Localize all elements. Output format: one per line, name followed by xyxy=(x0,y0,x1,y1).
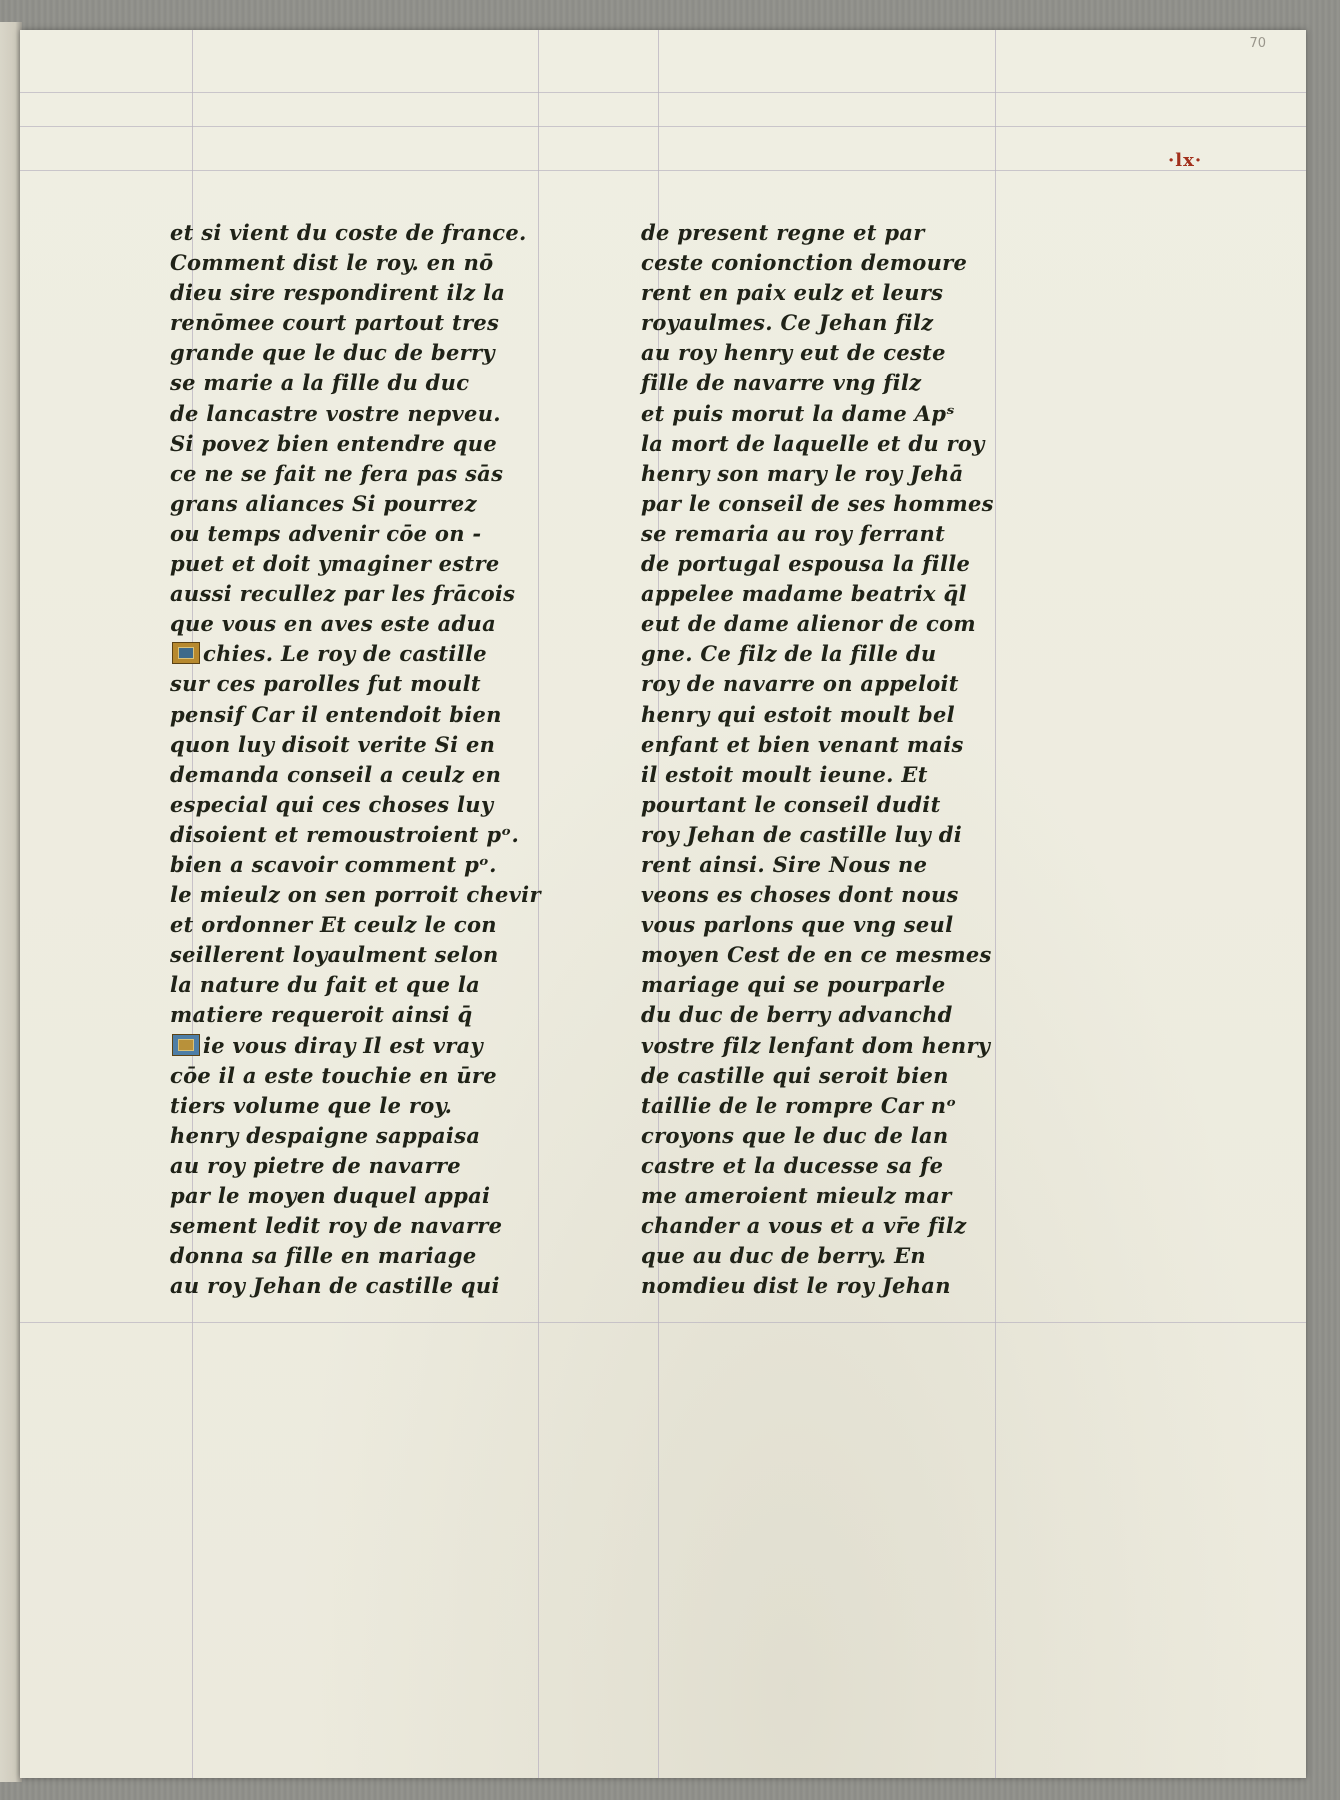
text-line: royaulmes. Ce Jehan filz xyxy=(641,310,934,336)
text-line-with-initial xyxy=(170,1031,590,1061)
text-line: se remaria au roy ferrant xyxy=(641,520,946,546)
text-line: bien a scavoir comment pᵒ. xyxy=(170,851,497,877)
decorated-initial-blue xyxy=(172,1034,200,1056)
text-line: taillie de le rompre Car nᵒ xyxy=(641,1092,957,1118)
text-line: disoient et remoustroient pᵒ. xyxy=(170,821,520,847)
text-line: demanda conseil a ceulz en xyxy=(170,761,502,787)
text-line: nomdieu dist le roy Jehan xyxy=(641,1273,951,1299)
text-line: il estoit moult ieune. Et xyxy=(641,761,928,787)
text-line: aussi recullez par les frācois xyxy=(170,581,516,607)
text-line: sement ledit roy de navarre xyxy=(170,1213,503,1239)
text-line: henry qui estoit moult bel xyxy=(641,701,955,727)
text-line: matiere requeroit ainsi q̄ xyxy=(170,1002,473,1028)
left-text-column xyxy=(170,218,590,1301)
right-text-column xyxy=(641,218,1061,1301)
text-line: de castille qui seroit bien xyxy=(641,1062,949,1088)
text-line: grans aliances Si pourrez xyxy=(170,490,477,516)
text-line: croyons que le duc de lan xyxy=(641,1122,949,1148)
text-line: pourtant le conseil dudit xyxy=(641,791,941,817)
text-line: mariage qui se pourparle xyxy=(641,972,946,998)
text-line: la nature du fait et que la xyxy=(170,972,481,998)
text-line: cōe il a este touchie en ūre xyxy=(170,1062,497,1088)
text-line: enfant et bien venant mais xyxy=(641,731,964,757)
chapter-numeral: ·lx· xyxy=(1168,150,1203,171)
text-line: par le conseil de ses hommes xyxy=(641,490,994,516)
text-line: eut de dame alienor de com xyxy=(641,611,976,637)
text-line: moyen Cest de en ce mesmes xyxy=(641,942,992,968)
folio-number: 70 xyxy=(1249,36,1266,51)
text-line: vostre filz lenfant dom henry xyxy=(641,1032,991,1058)
text-line: henry despaigne sappaisa xyxy=(170,1122,481,1148)
text-line: donna sa fille en mariage xyxy=(170,1243,477,1269)
text-line: rent en paix eulz et leurs xyxy=(641,280,944,306)
text-line: de lancastre vostre nepveu. xyxy=(170,400,501,426)
text-line: Si povez bien entendre que xyxy=(170,430,498,456)
text-line: ceste conionction demoure xyxy=(641,250,968,276)
text-line: et puis morut la dame Apˢ xyxy=(641,400,955,426)
text-line: vous parlons que vng seul xyxy=(641,912,954,938)
text-line: ou temps advenir cōe on - xyxy=(170,520,482,546)
text-line: seillerent loyaulment selon xyxy=(170,942,499,968)
ruling-line xyxy=(20,170,1306,171)
text-line: fille de navarre vng filz xyxy=(641,370,922,396)
text-line: ce ne se fait ne fera pas sās xyxy=(170,460,504,486)
text-line: me ameroient mieulz mar xyxy=(641,1183,952,1208)
text-line: grande que le duc de berry xyxy=(170,340,495,366)
text-line: au roy Jehan de castille qui xyxy=(170,1273,500,1299)
text-line: se marie a la fille du duc xyxy=(170,370,470,396)
text-line: roy de navarre on appeloit xyxy=(641,671,959,697)
ruling-line xyxy=(20,126,1306,127)
text-line: la mort de laquelle et du roy xyxy=(641,430,985,456)
text-line: de portugal espousa la fille xyxy=(641,551,971,577)
text-line: le mieulz on sen porroit chevir xyxy=(170,882,541,908)
text-line: pensif Car il entendoit bien xyxy=(170,701,502,727)
text-line: chander a vous et a vr̄e filz xyxy=(641,1213,967,1239)
text-line: rent ainsi. Sire Nous ne xyxy=(641,851,928,877)
text-line: henry son mary le roy Jehā xyxy=(641,460,964,486)
text-line: que au duc de berry. En xyxy=(641,1243,926,1269)
text-line: par le moyen duquel appai xyxy=(170,1183,491,1208)
text-line: gne. Ce filz de la fille du xyxy=(641,641,937,667)
text-line: castre et la ducesse sa fe xyxy=(641,1152,944,1178)
decorated-initial-gold xyxy=(172,642,200,664)
ruling-line xyxy=(20,92,1306,93)
text-line: puet et doit ymaginer estre xyxy=(170,551,500,577)
text-line: Comment dist le roy. en nō xyxy=(170,250,494,276)
text-line: quon luy disoit verite Si en xyxy=(170,731,496,757)
text-line: et ordonner Et ceulz le con xyxy=(170,912,497,938)
text-line: especial qui ces choses luy xyxy=(170,791,494,817)
text-line: ie vous diray Il est vray xyxy=(203,1032,483,1058)
text-line: roy Jehan de castille luy di xyxy=(641,821,963,847)
text-line: que vous en aves este adua xyxy=(170,611,496,637)
facing-page-edge xyxy=(0,22,22,1782)
text-line: dieu sire respondirent ilz la xyxy=(170,280,506,306)
text-line: du duc de berry advanchd xyxy=(641,1002,953,1028)
text-line: chies. Le roy de castille xyxy=(203,641,487,667)
text-line: sur ces parolles fut moult xyxy=(170,671,481,697)
text-line-with-initial xyxy=(170,639,590,669)
text-line: tiers volume que le roy. xyxy=(170,1092,453,1118)
text-line: appelee madame beatrix q̄l xyxy=(641,581,967,607)
text-line: et si vient du coste de france. xyxy=(170,220,527,245)
text-line: au roy henry eut de ceste xyxy=(641,340,946,366)
ruling-line xyxy=(20,1322,1306,1323)
text-line: de present regne et par xyxy=(641,220,925,245)
text-line: renōmee court partout tres xyxy=(170,310,500,336)
text-line: veons es choses dont nous xyxy=(641,882,959,908)
text-line: au roy pietre de navarre xyxy=(170,1152,461,1178)
